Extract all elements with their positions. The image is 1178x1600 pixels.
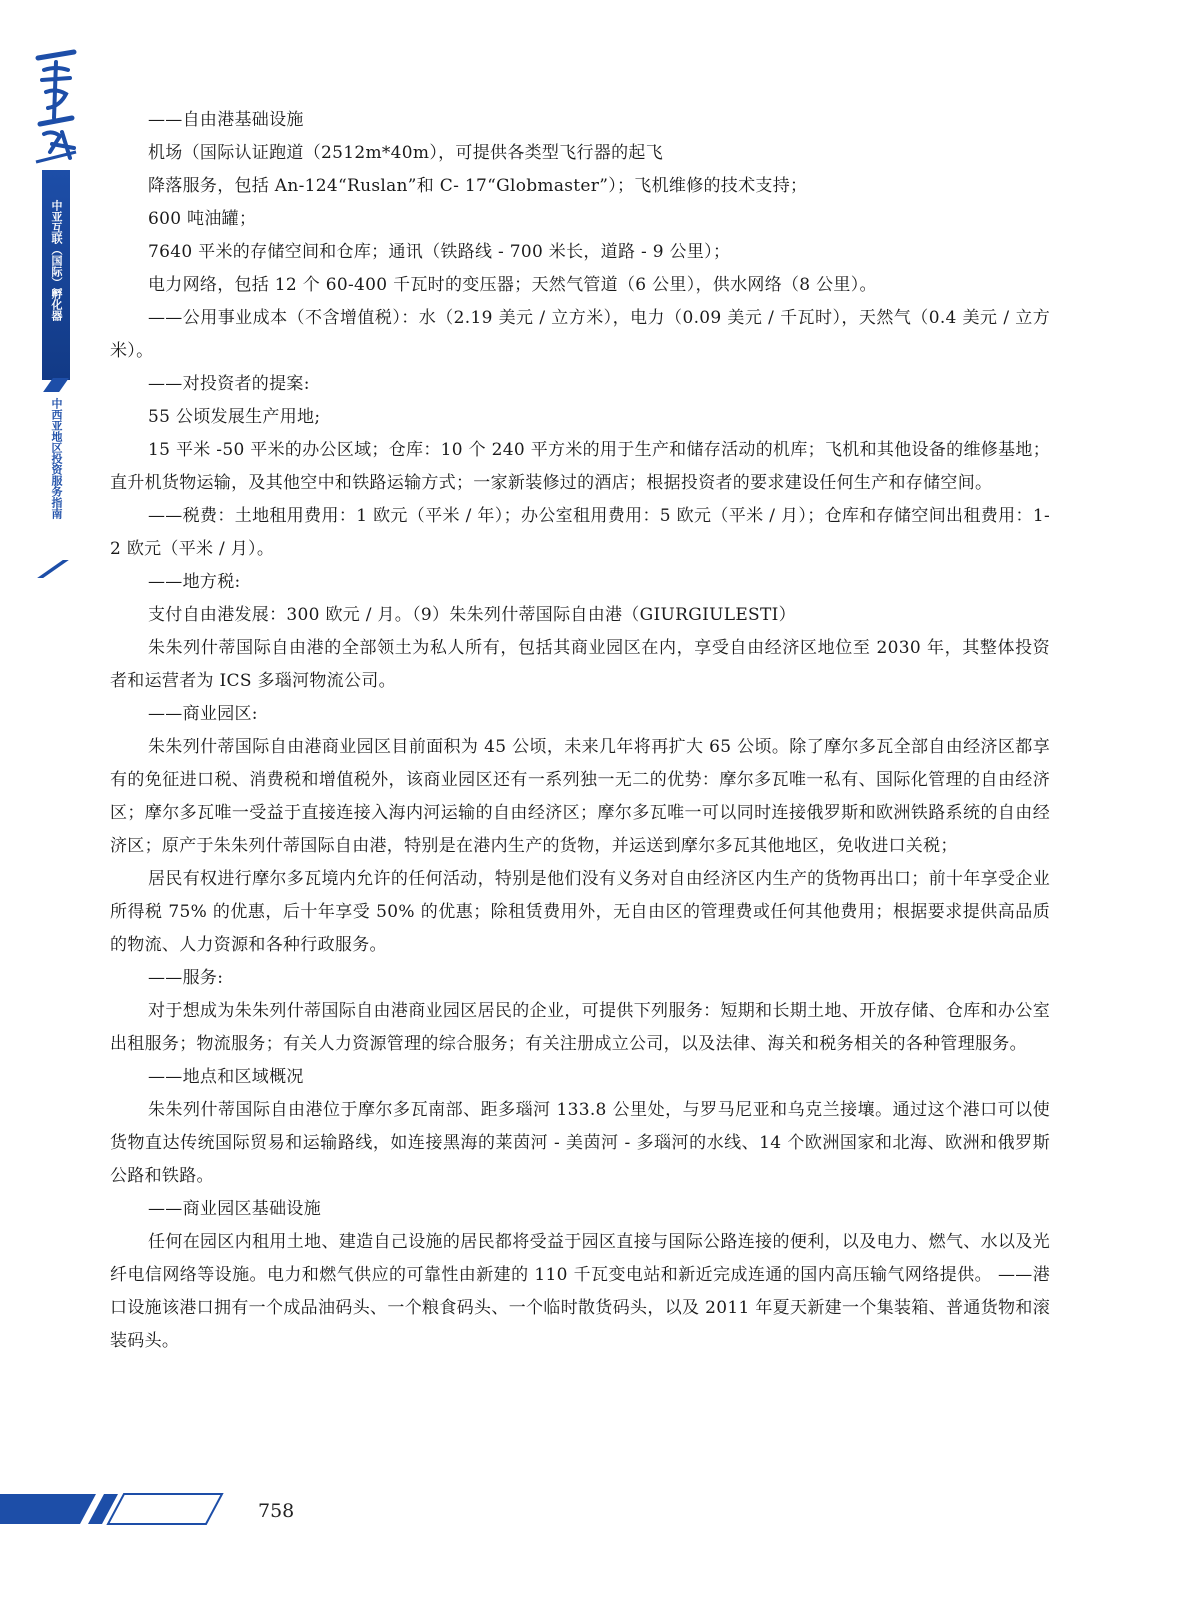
sidebar-divider (43, 378, 69, 392)
belt-road-logo (30, 48, 82, 168)
paragraph: 居民有权进行摩尔多瓦境内允许的任何活动，特别是他们没有义务对自由经济区内生产的货物再出口；前十年享受企业所得税 75% 的优惠，后十年享受 50% 的优惠；除租赁费用外，无自由区的管理费或任何其他费用；根据要求提供高品质的物流、人力资源和各种行政服务。 (110, 869, 1050, 955)
paragraph: ——商业园区: (148, 704, 258, 724)
series-label: 中亚互联（国际）孵化器 (50, 200, 63, 321)
footer-stripes (0, 1490, 230, 1528)
paragraph: ——自由港基础设施 (148, 110, 304, 130)
page-number: 758 (258, 1500, 295, 1522)
paragraph: ——税费：土地租用费用：1 欧元（平米 / 年）；办公室租用费用：5 欧元（平米 / 月）；仓库和存储空间出租费用：1-2 欧元（平米 / 月）。 (110, 506, 1050, 559)
paragraph: ——商业园区基础设施 (148, 1199, 321, 1219)
paragraph: ——公用事业成本（不含增值税）：水（2.19 美元 / 立方米），电力（0.09 美元 / 千瓦时），天然气（0.4 美元 / 立方米）。 (110, 308, 1050, 361)
paragraph: 电力网络，包括 12 个 60-400 千瓦时的变压器；天然气管道（6 公里），供水网络（8 公里）。 (148, 275, 877, 295)
paragraph: ——对投资者的提案: (148, 374, 310, 394)
paragraph: ——地方税: (148, 572, 241, 592)
paragraph: 机场（国际认证跑道（2512m*40m），可提供各类型飞行器的起飞 (148, 143, 664, 163)
paragraph: 55 公顷发展生产用地; (148, 407, 321, 427)
book-label: 中西亚地区投资服务指南 (50, 398, 63, 519)
paragraph: 600 吨油罐； (148, 209, 257, 229)
paragraph: 支付自由港发展：300 欧元 / 月。（9）朱朱列什蒂国际自由港（GIURGIULESTI） (148, 605, 796, 625)
paragraph: 朱朱列什蒂国际自由港的全部领土为私人所有，包括其商业园区在内，享受自由经济区地位至 2030 年，其整体投资者和运营者为 ICS 多瑙河物流公司。 (110, 638, 1050, 691)
paragraph: 朱朱列什蒂国际自由港位于摩尔多瓦南部、距多瑙河 133.8 公里处，与罗马尼亚和乌克兰接壤。通过这个港口可以使货物直达传统国际贸易和运输路线，如连接黑海的莱茵河 - 美茵河 - 多瑙河的水线、14 个欧洲国家和北海、欧洲和俄罗斯公路和铁路。 (110, 1100, 1050, 1186)
paragraph: ——服务: (148, 968, 224, 988)
paragraph: 任何在园区内租用土地、建造自己设施的居民都将受益于园区直接与国际公路连接的便利，以及电力、燃气、水以及光纤电信网络等设施。电力和燃气供应的可靠性由新建的 110 千瓦变电站和新近完成连通的国内高压输气网络提供。 ——港口设施该港口拥有一个成品油码头、一个粮食码头、一个临时散货码头，以及 2011 年夏天新建一个集装箱、普通货物和滚装码头。 (110, 1232, 1050, 1351)
paragraph: 对于想成为朱朱列什蒂国际自由港商业园区居民的企业，可提供下列服务：短期和长期土地、开放存储、仓库和办公室出租服务；物流服务；有关人力资源管理的综合服务；有关注册成立公司，以及法律、海关和税务相关的各种管理服务。 (110, 1001, 1050, 1054)
paragraph: 朱朱列什蒂国际自由港商业园区目前面积为 45 公顷，未来几年将再扩大 65 公顷。除了摩尔多瓦全部自由经济区都享有的免征进口税、消费税和增值税外，该商业园区还有一系列独一无二的优势：摩尔多瓦唯一私有、国际化管理的自由经济区；摩尔多瓦唯一受益于直接连接入海内河运输的自由经济区；摩尔多瓦唯一可以同时连接俄罗斯和欧洲铁路系统的自由经济区；原产于朱朱列什蒂国际自由港，特别是在港内生产的货物，并运送到摩尔多瓦其他地区，免收进口关税； (110, 737, 1050, 856)
sidebar-end-mark (37, 560, 69, 578)
paragraph: 降落服务，包括 An-124“Ruslan”和 C- 17“Globmaster”）；飞机维修的技术支持； (148, 176, 808, 196)
paragraph: ——地点和区域概况 (148, 1067, 304, 1087)
paragraph: 7640 平米的存储空间和仓库；通讯（铁路线 - 700 米长，道路 - 9 公里）； (148, 242, 731, 262)
paragraph: 15 平米 -50 平米的办公区域；仓库：10 个 240 平方米的用于生产和储存活动的机库；飞机和其他设备的维修基地；直升机货物运输，及其他空中和铁路运输方式；一家新装修过的酒店；根据投资者的要求建设任何生产和存储空间。 (110, 440, 1050, 493)
page-body (110, 104, 1050, 1358)
